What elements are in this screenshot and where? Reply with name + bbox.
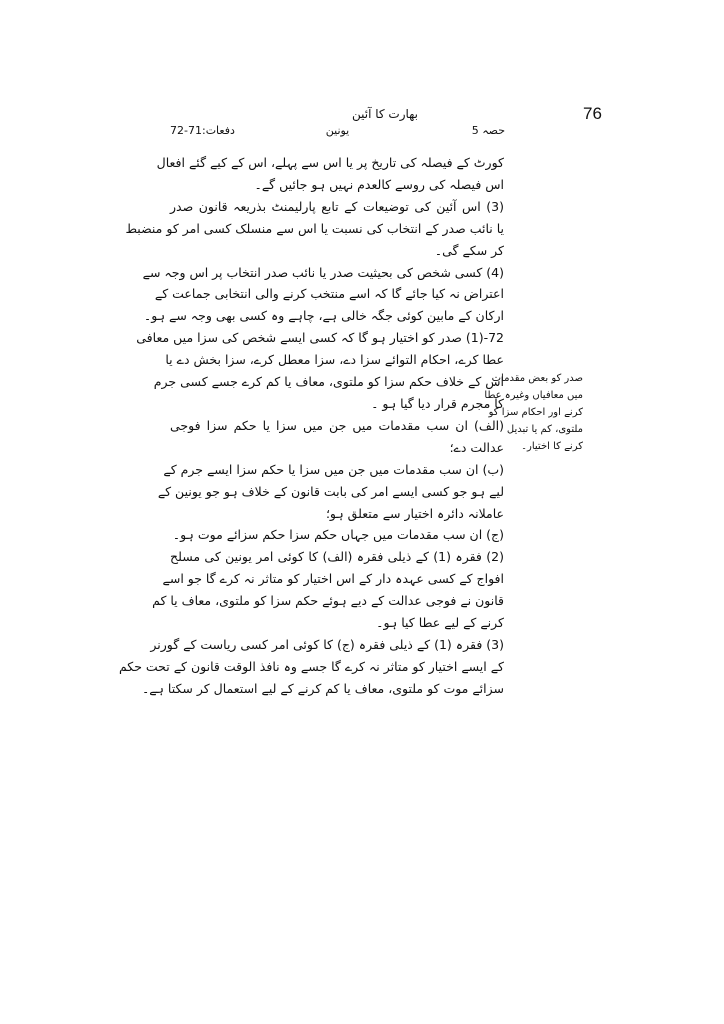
body-line: (2) فقرہ (1) کے ذیلی فقرہ (الف) کا کوئی امر یونین کی مسلح [170, 549, 504, 565]
margin-note-line: کرنے کا اختیار۔ [521, 441, 583, 452]
main-text-column [118, 152, 504, 700]
body-line: لیے ہو جو کسی ایسے امر کی بابت قانون کے خلاف ہو جو یونین کے [157, 483, 504, 499]
body-line: (3) فقرہ (1) کے ذیلی فقرہ (ج) کا کوئی امر کسی ریاست کے گورنر [150, 636, 504, 652]
body-line: کر سکے گی۔ [434, 242, 504, 258]
body-line: سزائے موت کو ملتوی، معاف یا کم کرنے کے لیے استعمال کر سکتا ہے۔ [141, 680, 504, 696]
body-line: اس فیصلہ کی روسے کالعدم نہیں ہو جائیں گے۔ [254, 176, 504, 192]
body-line: کرنے کے لیے عطا کیا ہو۔ [376, 615, 504, 631]
body-line: کے ایسے اختیار کو متاثر نہ کرے گا جسے وہ نافذ الوقت قانون کے تحت حکم [118, 658, 504, 674]
body-line: افواج کے کسی عہدہ دار کے اس اختیار کو متاثر نہ کرے گا جو اسے [162, 571, 504, 587]
running-header-title: بھارت کا آئین [351, 107, 419, 121]
header-subtitle: یونین [325, 124, 350, 137]
header-articles-label: دفعات:71-72 [170, 124, 235, 137]
body-line: عاملانہ دائرہ اختیار سے متعلق ہو؛ [325, 505, 504, 521]
body-line: کورٹ کے فیصلہ کی تاریخ پر یا اس سے پہلے، اس کے کیے گئے افعال [156, 155, 504, 170]
margin-note-line: کرنے اور احکام سزا کو [488, 407, 583, 418]
page-number: 76 [583, 104, 602, 123]
body-line: یا نائب صدر کے انتخاب کی نسبت یا اس سے منسلک کسی امر کو منضبط [125, 220, 504, 236]
body-line: عدالت دے؛ [449, 439, 504, 455]
body-line: اس کے خلاف حکم سزا کو ملتوی، معاف یا کم کرے جسے کسی جرم [153, 374, 504, 390]
body-line: (ج) ان سب مقدمات میں جہاں حکم سزا حکم سزائے موت ہو۔ [172, 527, 504, 543]
margin-note [484, 370, 583, 455]
margin-note-line: ملتوی، کم یا تبدیل [506, 424, 583, 435]
margin-note-line: میں معافیاں وغیرہ عطا [484, 390, 583, 401]
body-line: (4) کسی شخص کی بحیثیت صدر یا نائب صدر انتخاب پر اس وجہ سے [142, 264, 504, 280]
body-line: (3) اس آئین کی توضیعات کے تابع پارلیمنٹ بذریعہ قانون صدر [170, 198, 504, 214]
body-line: ارکان کے مابین کوئی جگہ خالی ہے، چاہے وہ کسی بھی وجہ سے ہو۔ [143, 308, 504, 324]
running-header [170, 124, 505, 142]
body-line: (ب) ان سب مقدمات میں جن میں سزا یا حکم سزا ایسے جرم کے [163, 461, 504, 477]
body-line: (الف) ان سب مقدمات میں جن میں سزا یا حکم سزا فوجی [170, 417, 504, 433]
body-line: 72-(1) صدر کو اختیار ہو گا کہ کسی ایسے شخص کی سزا میں معافی [136, 330, 504, 346]
margin-note-line: صدر کو بعض مقدمات [491, 373, 583, 384]
body-line: کا مجرم قرار دیا گیا ہو ۔ [371, 395, 504, 411]
body-line: عطا کرے، احکام التوائے سزا دے، سزا معطل کرے، سزا بخش دے یا [165, 352, 504, 368]
header-part-label: حصہ 5 [471, 124, 505, 137]
body-line: اعتراض نہ کیا جائے گا کہ اسے منتخب کرنے والی انتخابی جماعت کے [154, 286, 504, 302]
body-line: قانون نے فوجی عدالت کے دیے ہوئے حکم سزا کو ملتوی، معاف یا کم [152, 593, 504, 609]
